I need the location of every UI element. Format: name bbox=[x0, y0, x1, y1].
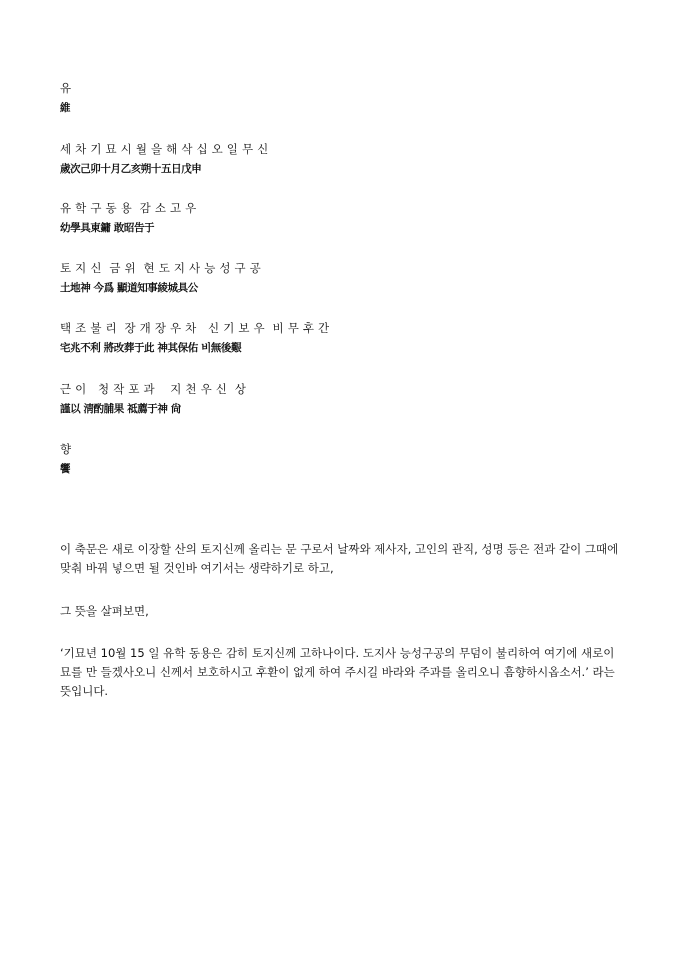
verse-hangul: 근 이 청 작 포 과 지 천 우 신 상 bbox=[60, 382, 247, 396]
verse-hanja: 宅兆不利 將改葬于此 神其保佑 비無後艱 bbox=[60, 342, 242, 354]
verse-hanja: 維 bbox=[60, 102, 71, 114]
verse-hanja: 歲次己卯十月乙亥朔十五日戊申 bbox=[60, 163, 202, 175]
verse-hangul: 유 bbox=[60, 81, 72, 95]
verse-hanja: 幼學具東鏞 敢昭告于 bbox=[60, 222, 155, 234]
verse-hangul: 향 bbox=[60, 442, 72, 456]
explanation-paragraph-2 bbox=[60, 602, 625, 621]
verse-hanja: 饗 bbox=[60, 463, 71, 475]
explanation-paragraph-3 bbox=[60, 644, 625, 701]
verse-line-3 bbox=[60, 200, 640, 236]
verse-line-6 bbox=[60, 381, 640, 417]
verse-line-5 bbox=[60, 320, 640, 356]
verse-line-4 bbox=[60, 260, 640, 296]
verse-hangul: 세 차 기 묘 시 월 을 해 삭 십 오 일 무 신 bbox=[60, 142, 269, 156]
verse-hangul: 토 지 신 금 위 현 도 지 사 능 성 구 공 bbox=[60, 261, 261, 275]
verse-line-7 bbox=[60, 441, 640, 477]
verse-hangul: 택 조 불 리 장 개 장 우 차 신 기 보 우 비 무 후 간 bbox=[60, 321, 330, 335]
explanation-text: 이 축문은 새로 이장할 산의 토지신께 올리는 문 구로서 날짜와 제사자, 고인의 관직, 성명 등은 전과 같이 그때에 맞춰 바꿔 넣으면 될 것인바 여기서는 생략하기로 하고, bbox=[60, 542, 619, 575]
verse-hangul: 유 학 구 동 용 감 소 고 우 bbox=[60, 201, 197, 215]
verse-hanja: 謹以 淸酌脯果 祗薦于神 尙 bbox=[60, 403, 181, 415]
verse-line-1 bbox=[60, 80, 640, 116]
explanation-text: ‘기묘년 10월 15 일 유학 동용은 감히 토지신께 고하나이다. 도지사 능성구공의 무덤이 불리하여 여기에 새로이 묘를 만 들겠사오니 신께서 보호하시고 후환이 없게 하여 주시길 바라와 주과를 올리오니 흠향하시옵소서.’ 라는 뜻입니다. bbox=[60, 646, 615, 698]
verse-hanja: 土地神 今爲 顯道知事綾城具公 bbox=[60, 282, 198, 294]
verse-line-2 bbox=[60, 141, 640, 177]
explanation-text: 그 뜻을 살펴보면, bbox=[60, 604, 149, 618]
explanation-paragraph-1 bbox=[60, 540, 625, 578]
